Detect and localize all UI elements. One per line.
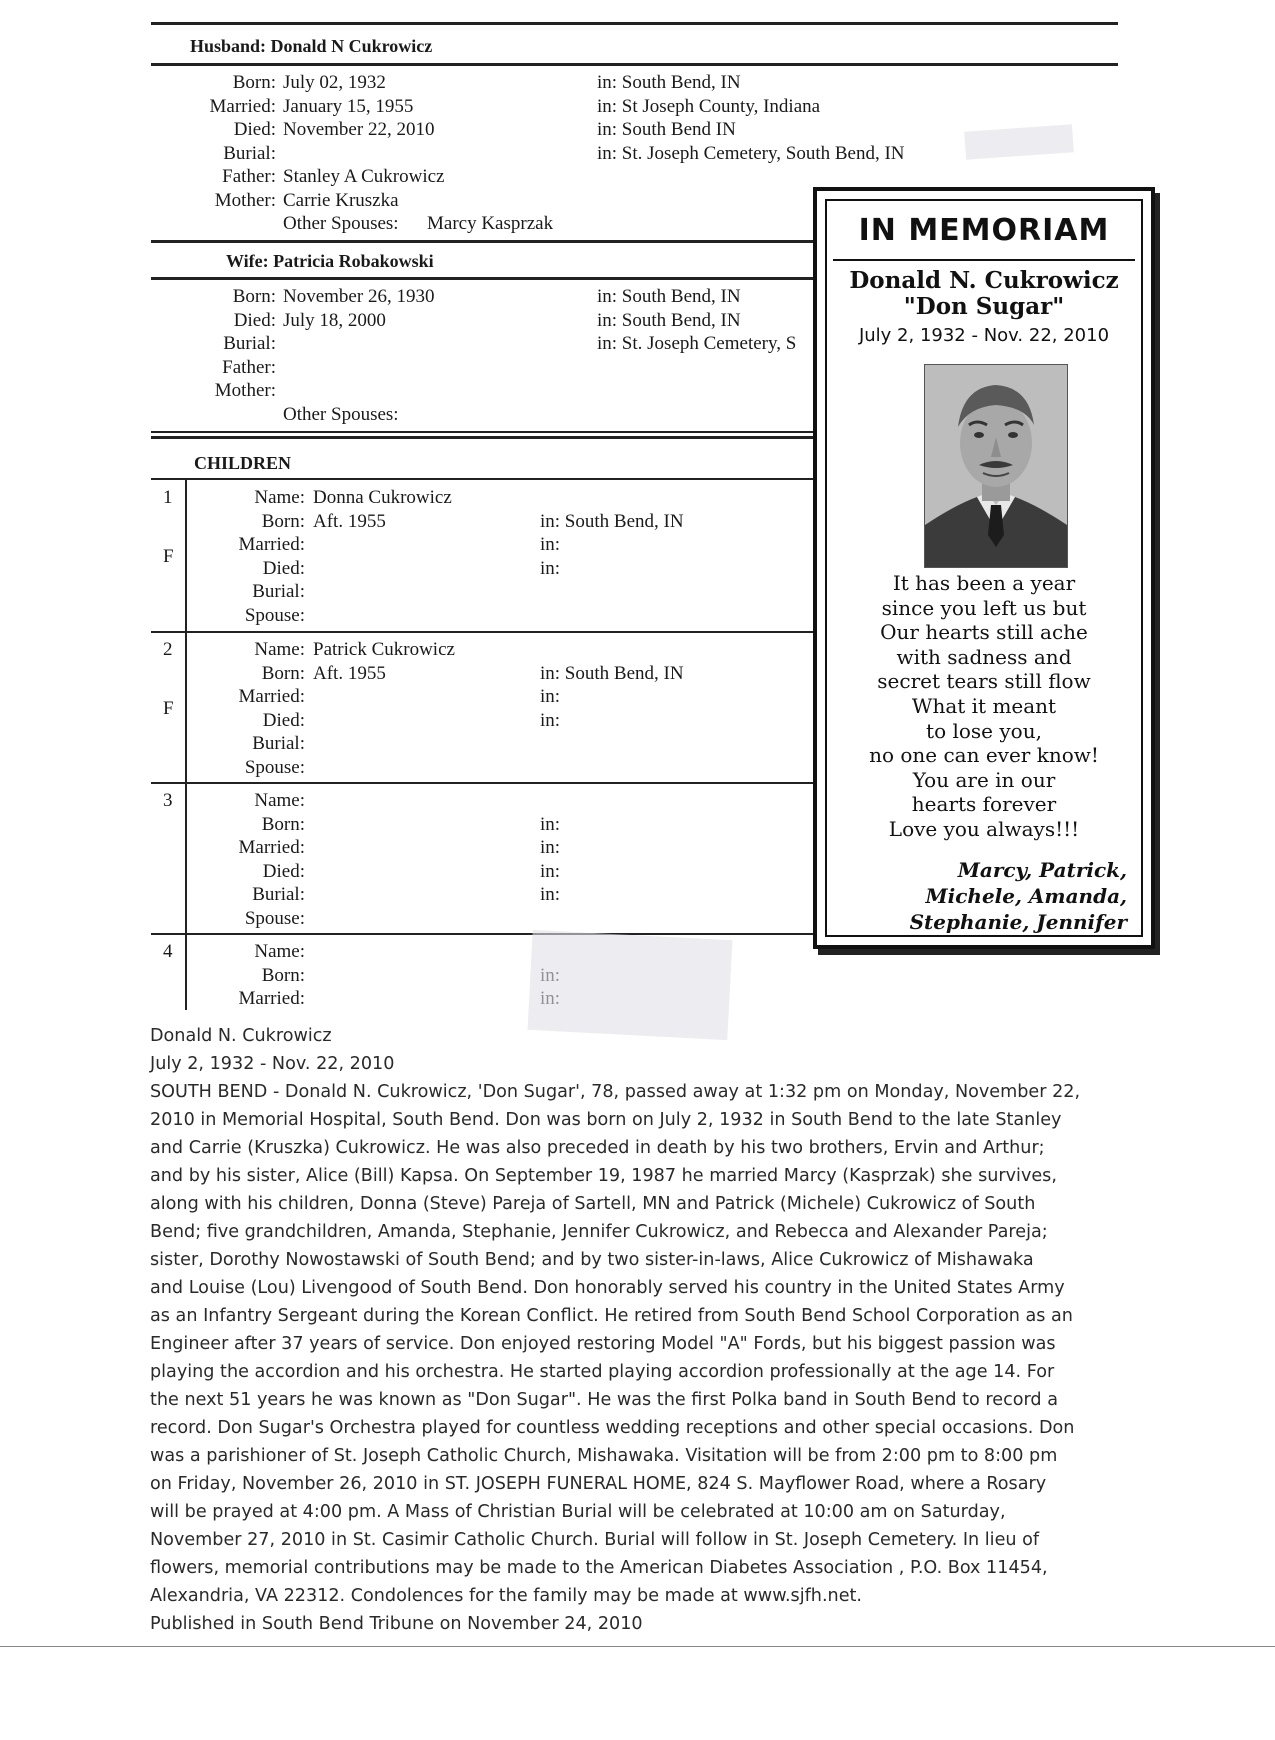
field-label: Died: xyxy=(262,557,305,579)
field-label: Burial: xyxy=(223,142,276,164)
field-place: in: South Bend IN xyxy=(597,119,736,140)
field-label: Mother: xyxy=(214,189,276,211)
field-value: Patrick Cukrowicz xyxy=(313,639,455,660)
child-sex: F xyxy=(163,546,174,567)
field-label: Born: xyxy=(261,662,305,684)
obituary-line: was a parishioner of St. Joseph Catholic Church, Mishawaka. Visitation will be from 2:00 pm to 8:00 pm xyxy=(150,1446,1058,1466)
field-value: November 22, 2010 xyxy=(283,119,435,140)
obituary-dates: July 2, 1932 - Nov. 22, 2010 xyxy=(150,1054,395,1074)
obituary-line: and Carrie (Kruszka) Cukrowicz. He was also preceded in death by his two brothers, Ervin and Arthur; xyxy=(150,1138,1045,1158)
obituary-line: 2010 in Memorial Hospital, South Bend. Don was born on July 2, 1932 in South Bend to the late Stanley xyxy=(150,1110,1062,1130)
field-value: Stanley A Cukrowicz xyxy=(283,166,445,187)
husband-header xyxy=(190,35,432,58)
field-value: July 02, 1932 xyxy=(283,72,386,93)
top-rule xyxy=(151,22,1118,25)
field-label: Died: xyxy=(262,860,305,882)
field-label: Married: xyxy=(238,988,305,1009)
wife-bottom-rule-1 xyxy=(151,431,818,433)
obituary-line: sister, Dorothy Nowostawski of South Bend; and by two sister-in-laws, Alice Cukrowicz of Mishawaka xyxy=(150,1250,1034,1270)
obituary-line: and Louise (Lou) Livengood of South Bend. Don honorably served his country in the United States Army xyxy=(150,1278,1065,1298)
poem-line: You are in our xyxy=(912,767,1056,792)
portrait-illustration xyxy=(925,365,1067,567)
field-label: Father: xyxy=(222,356,276,378)
field-place: in: St. Joseph Cemetery, S xyxy=(597,333,797,354)
obituary-name: Donald N. Cukrowicz xyxy=(150,1026,332,1046)
field-place: in: xyxy=(540,534,561,555)
poem-line: with sadness and xyxy=(896,644,1072,669)
field-place: in: xyxy=(540,557,561,579)
memoriam-title: IN MEMORIAM xyxy=(858,213,1110,248)
obituary-line: on Friday, November 26, 2010 in ST. JOSEPH FUNERAL HOME, 824 S. Mayflower Road, where a Rosary xyxy=(150,1474,1047,1494)
field-place: in: xyxy=(540,813,561,835)
obituary-line: will be prayed at 4:00 pm. A Mass of Christian Burial will be celebrated at 10:00 am on Saturday, xyxy=(150,1502,1006,1522)
field-place: in: St. Joseph Cemetery, South Bend, IN xyxy=(597,142,905,164)
child-number: 2 xyxy=(163,639,173,660)
memoriam-poem xyxy=(827,571,1141,842)
field-place: in: South Bend, IN xyxy=(597,309,741,331)
child-divider xyxy=(151,631,818,633)
husband-name: Donald N Cukrowicz xyxy=(270,36,433,56)
field-value: July 18, 2000 xyxy=(283,309,386,331)
field-label: Married: xyxy=(238,837,305,858)
field-place: in: xyxy=(540,884,561,905)
field-label: Married: xyxy=(209,95,276,117)
field-label: Died: xyxy=(262,709,305,731)
page-bottom-rule xyxy=(0,1646,1275,1647)
field-label: Died: xyxy=(233,309,276,331)
wife-bottom-rule-2 xyxy=(151,436,818,439)
poem-line: Love you always!!! xyxy=(888,816,1080,841)
obituary-line: flowers, memorial contributions may be made to the American Diabetes Association , P.O. Box 11454, xyxy=(150,1558,1048,1578)
field-label: Born: xyxy=(261,964,305,986)
children-header-rule xyxy=(151,478,818,480)
memoriam-signature xyxy=(910,857,1127,935)
obituary-line: playing the accordion and his orchestra. He started playing accordion professionally at the age 14. For xyxy=(150,1362,1055,1382)
field-label: Name: xyxy=(254,639,305,660)
field-place: in: South Bend, IN xyxy=(597,286,741,307)
field-place: in: xyxy=(540,686,561,707)
field-label: Born: xyxy=(261,813,305,835)
husband-header-label: Husband: xyxy=(190,36,267,56)
field-label: Married: xyxy=(238,686,305,707)
poem-line: It has been a year xyxy=(892,571,1076,595)
poem-line: hearts forever xyxy=(911,792,1057,817)
field-label: Name: xyxy=(254,941,305,962)
child-number: 4 xyxy=(163,941,173,962)
husband-header-rule xyxy=(151,63,1118,66)
wife-name: Patricia Robakowski xyxy=(273,251,434,271)
poem-line: secret tears still flow xyxy=(877,669,1091,694)
child-number: 3 xyxy=(163,790,173,811)
signature-line: Stephanie, Jennifer xyxy=(909,910,1127,934)
signature-line: Marcy, Patrick, xyxy=(957,858,1127,882)
poem-line: What it meant xyxy=(911,693,1057,718)
other-spouses-value: Marcy Kasprzak xyxy=(427,213,554,234)
obituary-line: as an Infantry Sergeant during the Korean Conflict. He retired from South Bend School Corporation as an xyxy=(150,1306,1073,1326)
field-value: Aft. 1955 xyxy=(313,510,386,532)
field-label: Burial: xyxy=(252,884,305,905)
obituary-line: Alexandria, VA 22312. Condolences for the family may be made at www.sjfh.net. xyxy=(150,1586,863,1606)
field-value: November 26, 1930 xyxy=(283,286,435,307)
memoriam-name: Donald N. Cukrowicz xyxy=(849,267,1119,294)
memoriam-card xyxy=(813,187,1155,949)
obituary-body xyxy=(150,1078,1150,1610)
field-place: in: xyxy=(540,860,561,882)
field-label: Married: xyxy=(238,534,305,555)
memoriam-title-rule xyxy=(833,259,1135,261)
field-label: Father: xyxy=(222,166,276,187)
memoriam-nickname: "Don Sugar" xyxy=(903,293,1065,320)
poem-line: Our hearts still ache xyxy=(880,620,1088,645)
field-value: Aft. 1955 xyxy=(313,662,386,684)
field-label: Died: xyxy=(233,119,276,140)
field-label: Born: xyxy=(261,510,305,532)
obituary-line: Engineer after 37 years of service. Don enjoyed restoring Model "A" Fords, but his biggest passion was xyxy=(150,1334,1056,1354)
obituary-line: SOUTH BEND - Donald N. Cukrowicz, 'Don Sugar', 78, passed away at 1:32 pm on Monday, November 22, xyxy=(150,1082,1081,1102)
obituary-line: and by his sister, Alice (Bill) Kapsa. On September 19, 1987 he married Marcy (Kasprzak) she survives, xyxy=(150,1166,1057,1186)
signature-line: Michele, Amanda, xyxy=(925,884,1127,908)
children-header: CHILDREN xyxy=(194,453,292,473)
poem-line: to lose you, xyxy=(926,718,1042,743)
memoriam-frame xyxy=(825,199,1143,937)
child-number: 1 xyxy=(163,487,173,508)
field-value: Carrie Kruszka xyxy=(283,189,399,211)
field-label: Born: xyxy=(232,72,276,93)
field-label: Burial: xyxy=(252,581,305,602)
field-label: Spouse: xyxy=(244,756,305,778)
child-divider xyxy=(151,782,818,784)
poem-line: since you left us but xyxy=(881,595,1087,620)
other-spouses-label: Other Spouses: xyxy=(283,213,399,234)
poem-line: no one can ever know! xyxy=(869,743,1099,768)
wife-header-label: Wife: xyxy=(226,251,269,271)
field-place: in: xyxy=(540,709,561,731)
portrait-photo xyxy=(924,364,1068,568)
field-label: Spouse: xyxy=(244,907,305,929)
obituary-line: November 27, 2010 in St. Casimir Catholic Church. Burial will follow in St. Joseph Cemetery. In lieu of xyxy=(150,1530,1040,1550)
field-place: in: St Joseph County, Indiana xyxy=(597,95,821,117)
field-label: Burial: xyxy=(223,333,276,354)
wife-header-rule xyxy=(151,277,818,280)
obituary-published: Published in South Bend Tribune on November 24, 2010 xyxy=(150,1614,643,1634)
field-label: Name: xyxy=(254,487,305,508)
memoriam-dates: July 2, 1932 - Nov. 22, 2010 xyxy=(858,325,1110,346)
field-value: January 15, 1955 xyxy=(283,95,414,117)
field-place: in: South Bend, IN xyxy=(540,662,684,684)
field-place: in: South Bend, IN xyxy=(540,510,684,532)
obituary-line: the next 51 years he was known as "Don Sugar". He was the first Polka band in South Bend to record a xyxy=(150,1390,1058,1410)
wife-top-rule xyxy=(151,240,818,243)
field-label: Mother: xyxy=(214,380,276,401)
field-label: Burial: xyxy=(252,733,305,754)
obituary xyxy=(150,1022,1150,1638)
field-value: Donna Cukrowicz xyxy=(313,487,452,508)
child-divider xyxy=(151,933,818,935)
child-sex: F xyxy=(163,698,174,719)
obituary-line: Bend; five grandchildren, Amanda, Stephanie, Jennifer Cukrowicz, and Rebecca and Alexander Pareja; xyxy=(150,1222,1048,1242)
field-label: Spouse: xyxy=(244,604,305,626)
wife-header xyxy=(226,250,434,273)
field-place: in: South Bend, IN xyxy=(597,72,741,93)
field-place: in: xyxy=(540,837,561,858)
obituary-line: record. Don Sugar's Orchestra played for countless wedding receptions and other special occasions. Don xyxy=(150,1418,1075,1438)
obituary-line: along with his children, Donna (Steve) Pareja of Sartell, MN and Patrick (Michele) Cukrowicz of South xyxy=(150,1194,1036,1214)
field-label: Name: xyxy=(254,790,305,811)
other-spouses-label: Other Spouses: xyxy=(283,403,399,425)
field-label: Born: xyxy=(232,286,276,307)
